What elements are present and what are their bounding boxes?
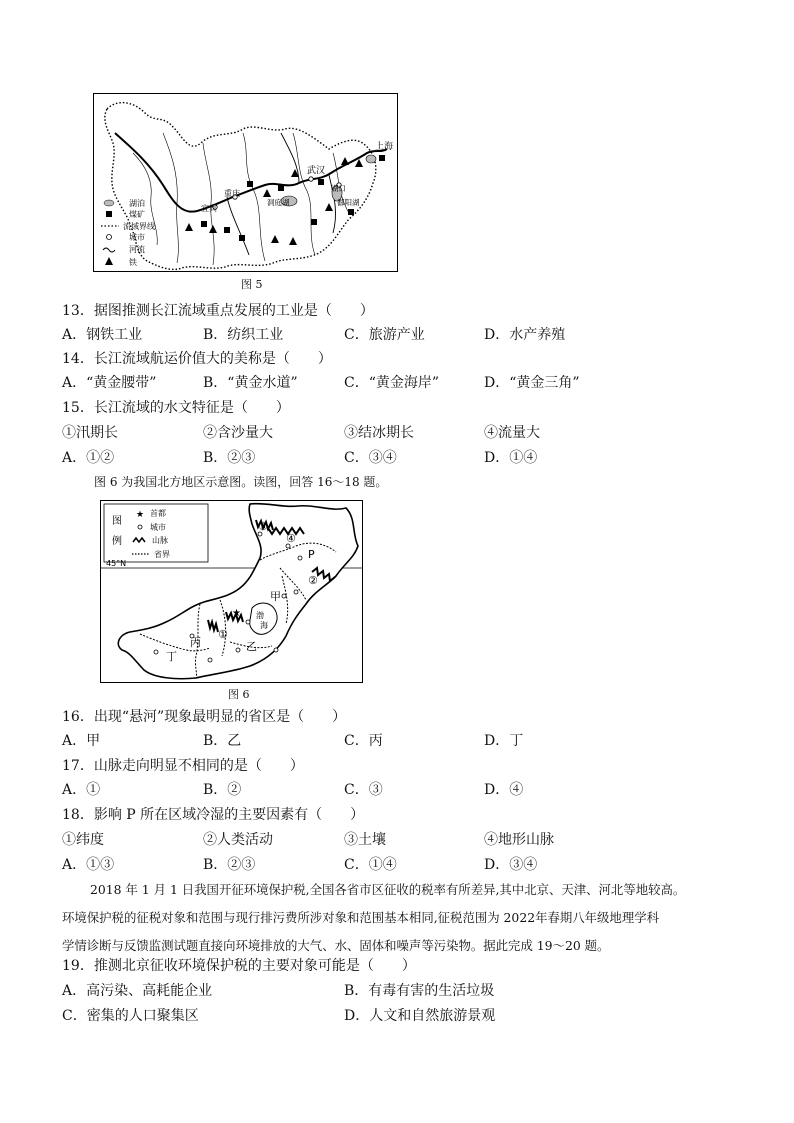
legend-city: 城市 (129, 233, 145, 242)
option-c[interactable]: C．③④ (344, 450, 397, 466)
question-16: 16．出现“悬河”现象最明显的省区是（ ） (62, 709, 347, 725)
figure-6-intro: 图 6 为我国北方地区示意图。读图，回答 16～18 题。 (94, 475, 388, 489)
label-poyang: 鄱阳湖 (337, 198, 360, 207)
option-a[interactable]: A．“黄金腰带” (62, 375, 157, 391)
option-c[interactable]: C．旅游产业 (344, 327, 425, 343)
option-b[interactable]: B．②③ (203, 450, 256, 466)
option-a[interactable]: A．高污染、高耗能企业 (62, 983, 213, 999)
passage (62, 876, 742, 960)
question-14: 14．长江流域航运价值大的美称是（ ） (62, 351, 332, 367)
option-d[interactable]: D．水产养殖 (484, 327, 566, 343)
option-a[interactable]: A．①③ (62, 857, 115, 873)
legend-iron: 铁 (129, 258, 137, 267)
label-dongting: 洞庭湖 (267, 198, 290, 207)
passage-line-3: 学情诊断与反馈监测试题直接向环境排放的大气、水、固体和噪声等污染物。据此完成 19～20 题。 (62, 938, 610, 953)
item-3: ③土壤 (344, 832, 386, 848)
figure-6-map (100, 500, 364, 684)
question-18: 18．影响 P 所在区域冷湿的主要因素有（ ） (62, 807, 365, 823)
latitude-45n: 45°N (106, 559, 127, 568)
region-jia: 甲 (270, 590, 281, 603)
item-1: ①纬度 (62, 832, 104, 848)
option-d[interactable]: D．④ (484, 782, 524, 798)
item-2: ②含沙量大 (203, 425, 273, 441)
marker-1: ① (218, 628, 228, 641)
item-2: ②人类活动 (203, 832, 273, 848)
option-c[interactable]: C．丙 (344, 733, 383, 749)
label-wuhan: 武汉 (307, 166, 326, 176)
legend-capital: 首都 (150, 509, 166, 518)
option-b[interactable]: B．② (203, 782, 242, 798)
passage-line-1: 2018 年 1 月 1 日我国开征环境保护税,全国各省市区征收的税率有所差异,其中北京、天津、河北等地较高。 (90, 882, 686, 897)
question-13: 13．据图推测长江流域重点发展的工业是（ ） (62, 303, 374, 319)
item-3: ③结冰期长 (344, 425, 414, 441)
question-18-options (62, 855, 742, 875)
item-4: ④地形山脉 (484, 832, 554, 848)
label-yibin: 宜宾 (201, 204, 217, 213)
question-16-options (62, 731, 742, 751)
marker-2: ② (308, 574, 318, 587)
passage-line-2: 环境保护税的征税对象和范围与现行排污费所涉对象和范围基本相同,征税范围为 2022年春期八年级地理学科 (62, 910, 659, 925)
marker-4: ④ (286, 532, 296, 545)
label-chongqing: 重庆 (224, 189, 240, 198)
option-d[interactable]: D．①④ (484, 450, 538, 466)
marker-3: ③ (258, 520, 268, 533)
option-a[interactable]: A．①② (62, 450, 115, 466)
figure-5-map (93, 93, 399, 275)
legend-coal: 煤矿 (129, 210, 145, 219)
item-4: ④流量大 (484, 425, 540, 441)
option-d[interactable]: D．人文和自然旅游景观 (344, 1008, 496, 1024)
question-15: 15．长江流域的水文特征是（ ） (62, 400, 290, 416)
label-bohai-1: 渤 (256, 611, 264, 620)
question-19: 19．推测北京征收环境保护税的主要对象可能是（ ） (62, 958, 416, 974)
legend-lake: 湖泊 (129, 199, 145, 208)
option-c[interactable]: C．③ (344, 782, 383, 798)
question-15-items (62, 423, 742, 443)
option-c[interactable]: C．密集的人口聚集区 (62, 1008, 199, 1024)
option-c[interactable]: C．“黄金海岸” (344, 375, 440, 391)
question-17-options (62, 780, 742, 800)
option-b[interactable]: B．乙 (203, 733, 242, 749)
figure-6-caption: 图 6 (228, 688, 250, 701)
point-p: P (308, 548, 315, 561)
legend-title-1: 图 (112, 516, 122, 527)
region-yi: 乙 (246, 640, 257, 653)
legend-river: 河流 (129, 245, 145, 254)
question-15-options (62, 448, 742, 468)
label-shanghai: 上海 (375, 142, 394, 152)
option-b[interactable]: B．“黄金水道” (203, 375, 298, 391)
region-bing: 丙 (190, 636, 201, 649)
option-c[interactable]: C．①④ (344, 857, 397, 873)
question-19-options-row-2 (62, 1006, 742, 1026)
question-13-options (62, 325, 742, 345)
question-14-options (62, 373, 742, 393)
taihu-lake (366, 155, 376, 163)
legend-mountain: 山脉 (152, 536, 168, 545)
legend-city: 城市 (150, 523, 166, 532)
legend-boundary: 流域界线 (123, 222, 155, 231)
option-d[interactable]: D．③④ (484, 857, 538, 873)
yangtze-basin-map (93, 93, 399, 275)
option-d[interactable]: D．“黄金三角” (484, 375, 580, 391)
region-ding: 丁 (166, 650, 177, 663)
question-19-options-row-1 (62, 981, 742, 1001)
option-b[interactable]: B．纺织工业 (203, 327, 284, 343)
question-17: 17．山脉走向明显不相同的是（ ） (62, 758, 304, 774)
legend-title-2: 例 (112, 536, 122, 547)
option-b[interactable]: B．有毒有害的生活垃圾 (344, 983, 495, 999)
legend-province-border: 省界 (154, 550, 170, 559)
label-bohai-2: 海 (260, 621, 268, 630)
option-d[interactable]: D．丁 (484, 733, 524, 749)
capital-star: ★ (232, 608, 241, 619)
label-hukou: 湖口 (331, 184, 346, 193)
northern-china-map (100, 500, 364, 684)
option-a[interactable]: A．① (62, 782, 101, 798)
option-b[interactable]: B．②③ (203, 857, 256, 873)
option-a[interactable]: A．钢铁工业 (62, 327, 143, 343)
option-a[interactable]: A．甲 (62, 733, 101, 749)
svg-text:★: ★ (136, 510, 145, 520)
question-18-items (62, 830, 742, 850)
item-1: ①汛期长 (62, 425, 118, 441)
figure-5-caption: 图 5 (241, 278, 263, 291)
